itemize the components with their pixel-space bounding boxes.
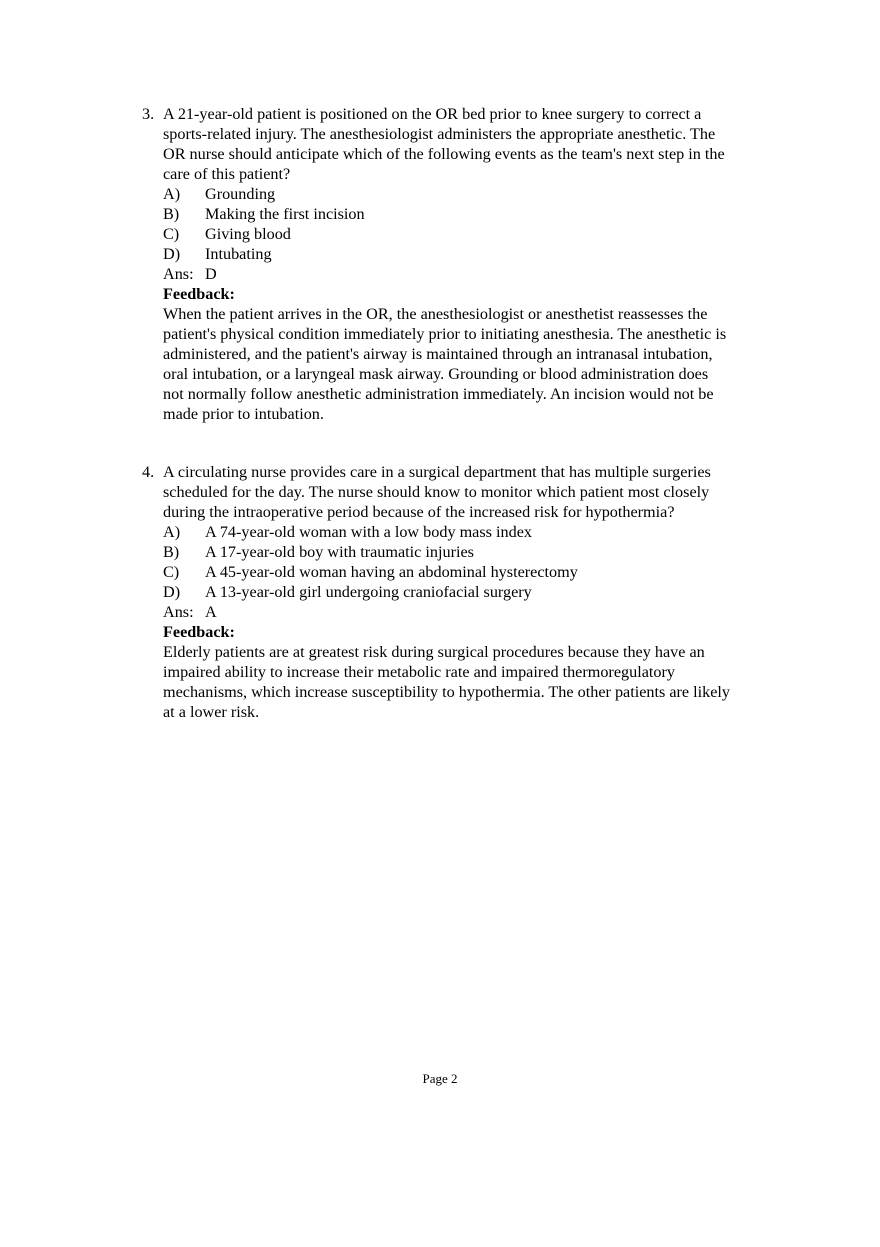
option-d: [163, 244, 782, 264]
page-number: Page 2: [422, 1071, 458, 1086]
feedback-line: mechanisms, which increase susceptibility to hypothermia. The other patients are likely: [163, 683, 731, 701]
feedback-label: Feedback:: [163, 623, 235, 641]
option-text: A 74-year-old woman with a low body mass index: [205, 523, 532, 541]
option-letter: D): [163, 245, 181, 263]
feedback-line: impaired ability to increase their metabolic rate and impaired thermoregulatory: [163, 663, 675, 681]
option-text: A 45-year-old woman having an abdominal hysterectomy: [205, 563, 578, 581]
option-letter: A): [163, 185, 181, 203]
option-b: [163, 204, 782, 224]
feedback-label: Feedback:: [163, 285, 235, 303]
feedback-text: [163, 304, 782, 424]
answer-line: [163, 602, 782, 622]
feedback-text: [163, 642, 782, 722]
option-a: [163, 522, 782, 542]
answer-value: A: [205, 603, 217, 621]
option-text: Making the first incision: [205, 205, 365, 223]
question-text-line: scheduled for the day. The nurse should know to monitor which patient most closely: [163, 483, 710, 501]
feedback-line: Elderly patients are at greatest risk during surgical procedures because they have an: [163, 643, 705, 661]
option-letter: A): [163, 523, 181, 541]
answer-line: [163, 264, 782, 284]
option-letter: C): [163, 225, 180, 243]
feedback-line: When the patient arrives in the OR, the anesthesiologist or anesthetist reassesses the: [163, 305, 708, 323]
option-letter: D): [163, 583, 181, 601]
question-number: 4.: [142, 463, 155, 481]
option-letter: B): [163, 205, 180, 223]
answer-options: [163, 522, 782, 602]
feedback-line: administered, and the patient's airway is maintained through an intranasal intubation,: [163, 345, 713, 363]
option-c: [163, 224, 782, 244]
question-text-line: care of this patient?: [163, 165, 291, 183]
feedback-line: made prior to intubation.: [163, 405, 324, 423]
question-text: [163, 104, 782, 184]
option-a: [163, 184, 782, 204]
answer-value: D: [205, 265, 217, 283]
answer-label: Ans:: [163, 603, 194, 621]
question-3: [142, 104, 782, 424]
option-letter: C): [163, 563, 180, 581]
option-text: Giving blood: [205, 225, 291, 243]
feedback-line: patient's physical condition immediately prior to initiating anesthesia. The anesthetic is: [163, 325, 727, 343]
feedback-line: oral intubation, or a laryngeal mask airway. Grounding or blood administration does: [163, 365, 709, 383]
feedback-line: at a lower risk.: [163, 703, 260, 721]
question-text-line: during the intraoperative period because of the increased risk for hypothermia?: [163, 503, 675, 521]
question-4: [142, 462, 782, 722]
option-b: [163, 542, 782, 562]
question-text: [163, 462, 782, 522]
answer-label: Ans:: [163, 265, 194, 283]
question-text-line: OR nurse should anticipate which of the following events as the team's next step in the: [163, 145, 725, 163]
feedback-line: not normally follow anesthetic administration immediately. An incision would not be: [163, 385, 714, 403]
option-text: Intubating: [205, 245, 272, 263]
option-text: A 13-year-old girl undergoing craniofacial surgery: [205, 583, 532, 601]
option-letter: B): [163, 543, 180, 561]
question-text-line: A 21-year-old patient is positioned on the OR bed prior to knee surgery to correct a: [163, 105, 702, 123]
option-d: [163, 582, 782, 602]
question-text-line: A circulating nurse provides care in a surgical department that has multiple surgeries: [163, 463, 711, 481]
option-text: Grounding: [205, 185, 276, 203]
option-text: A 17-year-old boy with traumatic injuries: [205, 543, 474, 561]
question-number: 3.: [142, 105, 155, 123]
question-text-line: sports-related injury. The anesthesiologist administers the appropriate anesthetic. The: [163, 125, 716, 143]
option-c: [163, 562, 782, 582]
answer-options: [163, 184, 782, 264]
